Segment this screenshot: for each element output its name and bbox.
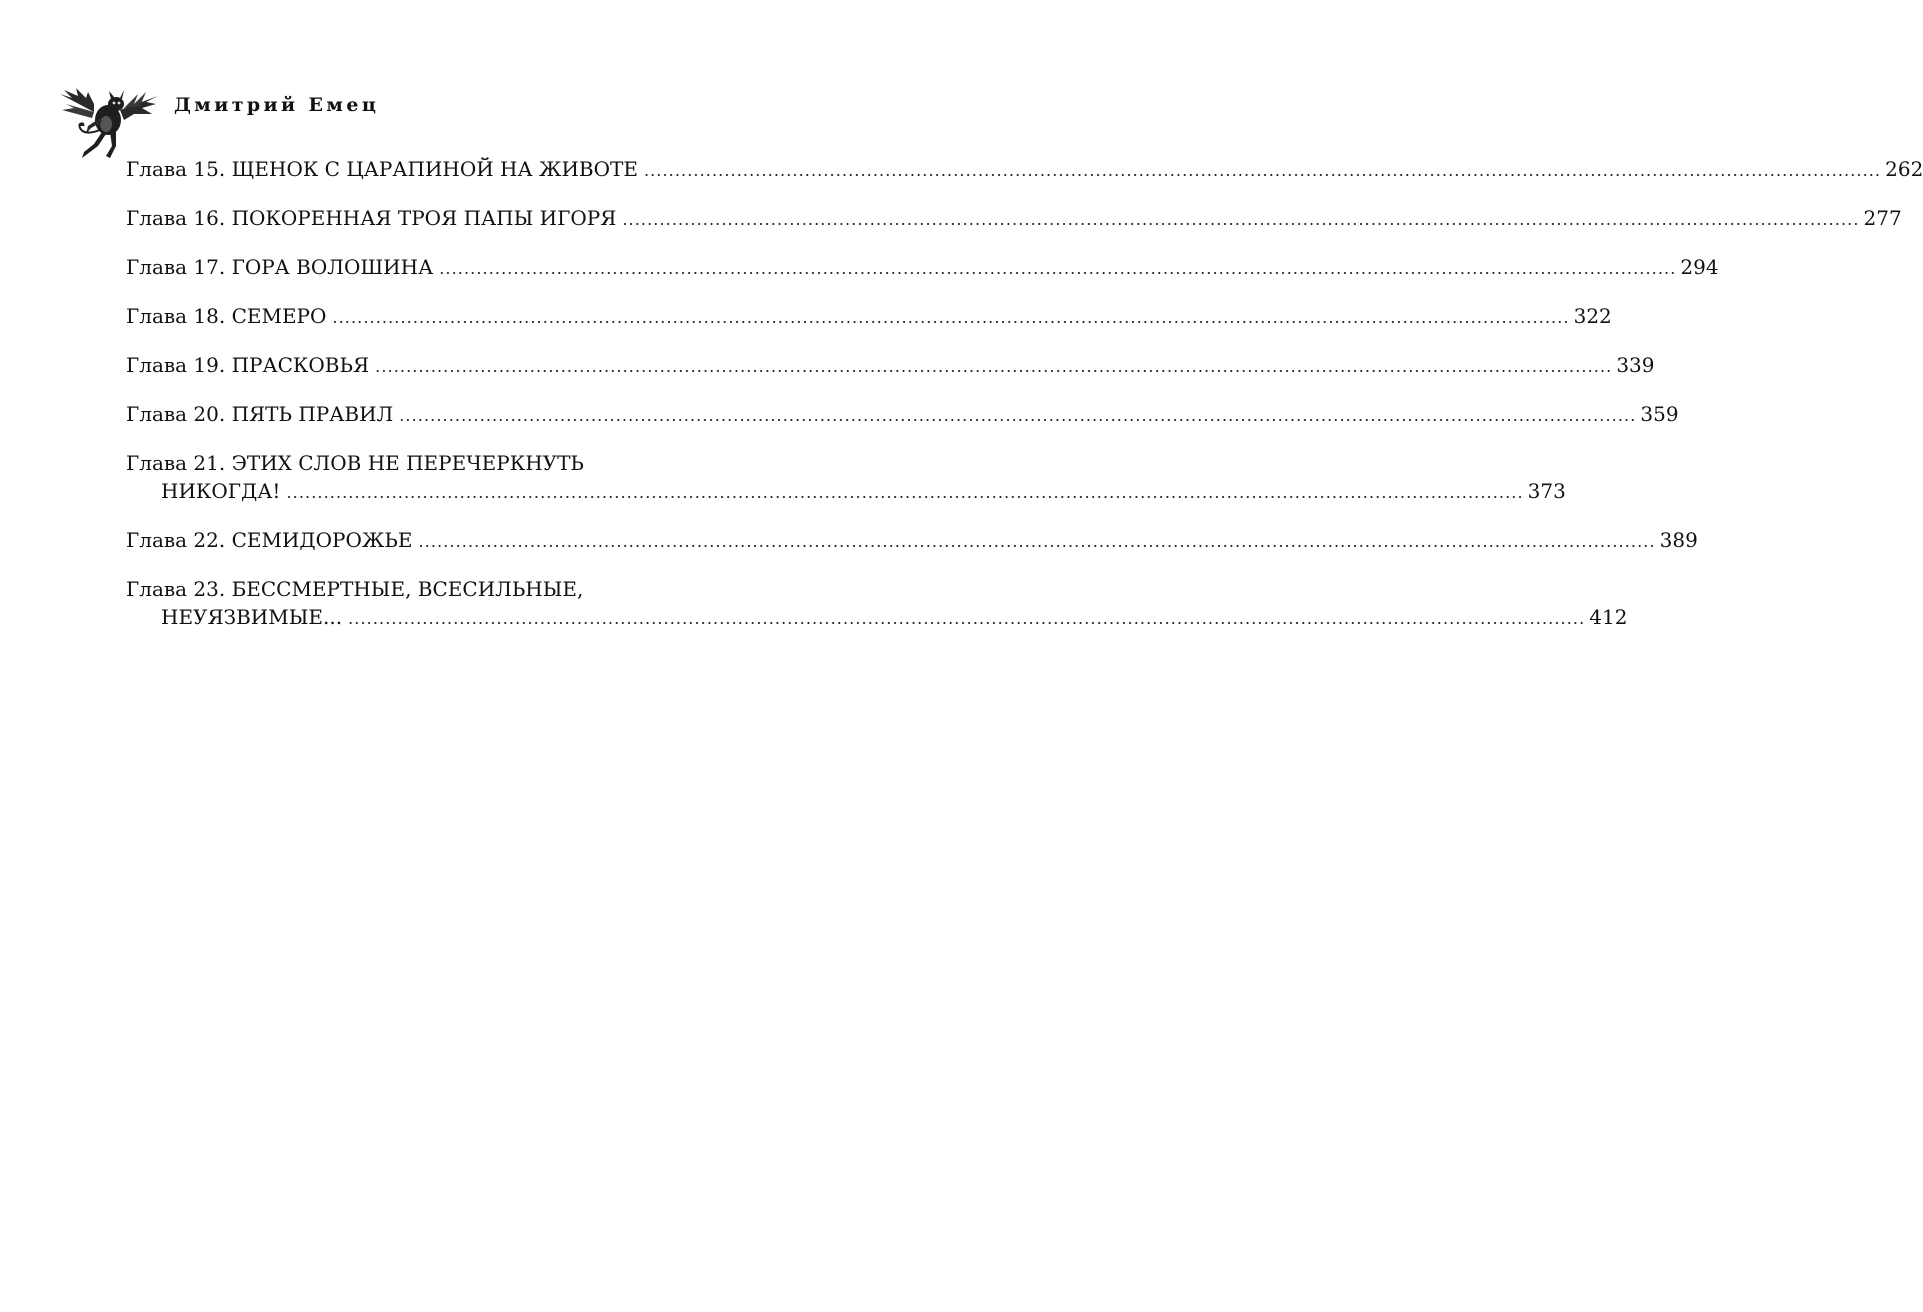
dot-leader: ........................................................................................................................................................................................................	[622, 210, 1860, 229]
page-number: 373	[1527, 479, 1566, 503]
toc-entry-label	[126, 204, 616, 232]
chapter-title-continued: НИКОГДА!	[161, 479, 281, 503]
toc-entry	[126, 575, 1628, 633]
dot-leader: ........................................................................................................................................................................................................	[418, 532, 1656, 551]
toc-entry-label	[126, 155, 638, 183]
toc-entry	[126, 302, 1612, 332]
chapter-title: ПЯТЬ ПРАВИЛ	[231, 402, 394, 426]
page-number: 322	[1573, 304, 1612, 328]
toc-entry	[126, 449, 1566, 507]
chapter-number: Глава 20.	[126, 402, 226, 426]
dot-leader: ........................................................................................................................................................................................................	[375, 357, 1613, 376]
table-of-contents	[126, 155, 1923, 652]
dot-leader: ........................................................................................................................................................................................................	[286, 483, 1524, 502]
author-name: Дмитрий Емец	[174, 94, 380, 116]
chapter-title: БЕССМЕРТНЫЕ, ВСЕСИЛЬНЫЕ,	[231, 577, 584, 601]
toc-entry	[126, 253, 1719, 283]
page-number: 294	[1680, 255, 1719, 279]
page-number: 262	[1885, 157, 1923, 181]
chapter-number: Глава 23.	[126, 577, 226, 601]
dot-leader: ........................................................................................................................................................................................................	[332, 308, 1570, 327]
chapter-title: ГОРА ВОЛОШИНА	[231, 255, 434, 279]
page-number: 359	[1640, 402, 1679, 426]
page-number: 412	[1589, 605, 1628, 629]
dot-leader: ........................................................................................................................................................................................................	[348, 609, 1586, 628]
toc-entry-label	[126, 526, 412, 554]
toc-entry	[126, 204, 1902, 234]
chapter-number: Глава 21.	[126, 451, 226, 475]
chapter-number: Глава 16.	[126, 206, 226, 230]
chapter-title-continued: НЕУЯЗВИМЫЕ...	[161, 605, 343, 629]
chapter-number: Глава 19.	[126, 353, 226, 377]
dot-leader: ........................................................................................................................................................................................................	[643, 161, 1882, 180]
chapter-title: СЕМИДОРОЖЬЕ	[231, 528, 413, 552]
chapter-number: Глава 22.	[126, 528, 226, 552]
toc-entry	[126, 526, 1698, 556]
toc-entry-label	[126, 400, 393, 428]
chapter-title: ПРАСКОВЬЯ	[231, 353, 370, 377]
toc-entry	[126, 351, 1655, 381]
toc-entry-label	[126, 449, 756, 477]
chapter-title: ПОКОРЕННАЯ ТРОЯ ПАПЫ ИГОРЯ	[231, 206, 617, 230]
toc-entry-label	[126, 253, 433, 281]
page-number: 389	[1659, 528, 1698, 552]
toc-entry	[126, 155, 1923, 185]
toc-entry-label	[126, 351, 369, 379]
chapter-number: Глава 15.	[126, 157, 226, 181]
dot-leader: ........................................................................................................................................................................................................	[399, 406, 1637, 425]
chapter-title: СЕМЕРО	[231, 304, 327, 328]
toc-entry-label	[126, 302, 326, 330]
toc-entry	[126, 400, 1679, 430]
dot-leader: ........................................................................................................................................................................................................	[439, 259, 1677, 278]
toc-entry-label	[126, 575, 756, 603]
chapter-title: ЩЕНОК С ЦАРАПИНОЙ НА ЖИВОТЕ	[231, 157, 638, 181]
page-number: 339	[1616, 353, 1655, 377]
page-number: 277	[1863, 206, 1902, 230]
chapter-title: ЭТИХ СЛОВ НЕ ПЕРЕЧЕРКНУТЬ	[231, 451, 584, 475]
chapter-number: Глава 17.	[126, 255, 226, 279]
chapter-number: Глава 18.	[126, 304, 226, 328]
